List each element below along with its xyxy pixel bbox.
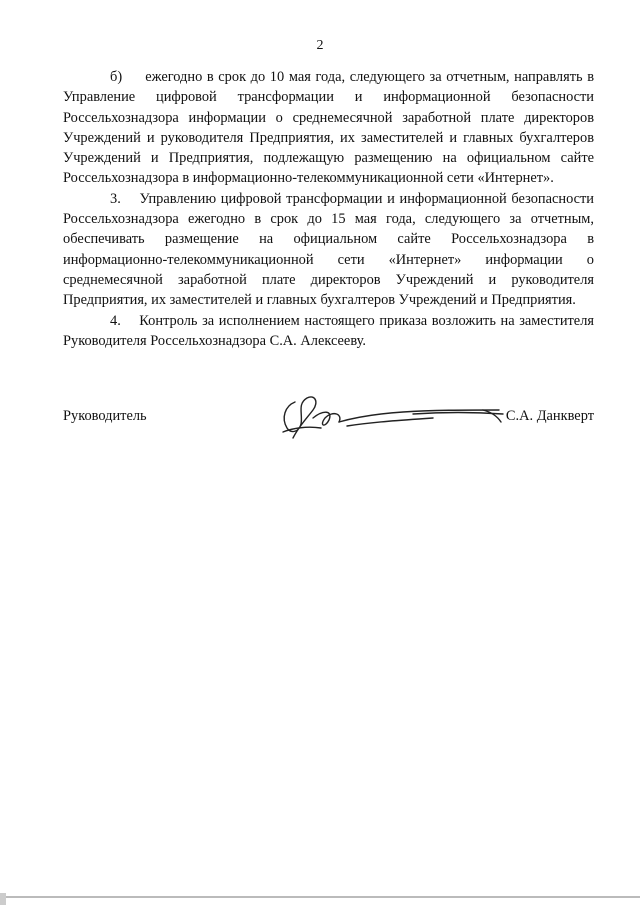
handwritten-signature: [263, 388, 513, 448]
paragraph-4: 4. Контроль за исполнением настоящего приказа возложить на заместителя Руководителя Россельхознадзора С.А. Алексееву.: [63, 312, 594, 349]
paragraph-b: б) ежегодно в срок до 10 мая года, следующего за отчетным, направлять в Управление цифровой трансформации и информационной безопасности Россельхознадзора информации о среднемесячной заработной плате директоров Учреждений и руководителя Предприятия, их заместителей и главных бухгалтеров Учреждений и Предприятия, подлежащую размещению на официальном сайте Россельхознадзора в информационно-телекоммуникационной сети «Интернет».: [63, 69, 594, 187]
signature-block: [63, 406, 594, 446]
document-body: [63, 67, 594, 351]
signatory-title: Руководитель: [63, 408, 147, 424]
signatory-name: С.А. Данкверт: [505, 408, 594, 424]
scan-edge-line: [0, 896, 640, 898]
page-number: 2: [316, 38, 324, 53]
scan-edge-mark: [0, 893, 6, 905]
paragraph-3: 3. Управлению цифровой трансформации и информационной безопасности Россельхознадзора ежегодно в срок до 15 мая года, следующего за отчетным, обеспечивать размещение на официальном сайте Россельхознадзора в информационно-телекоммуникационной сети «Интернет» информации о среднемесячной заработной плате директоров Учреждений и руководителя Предприятия, их заместителей и главных бухгалтеров Учреждений и Предприятия.: [63, 190, 594, 309]
